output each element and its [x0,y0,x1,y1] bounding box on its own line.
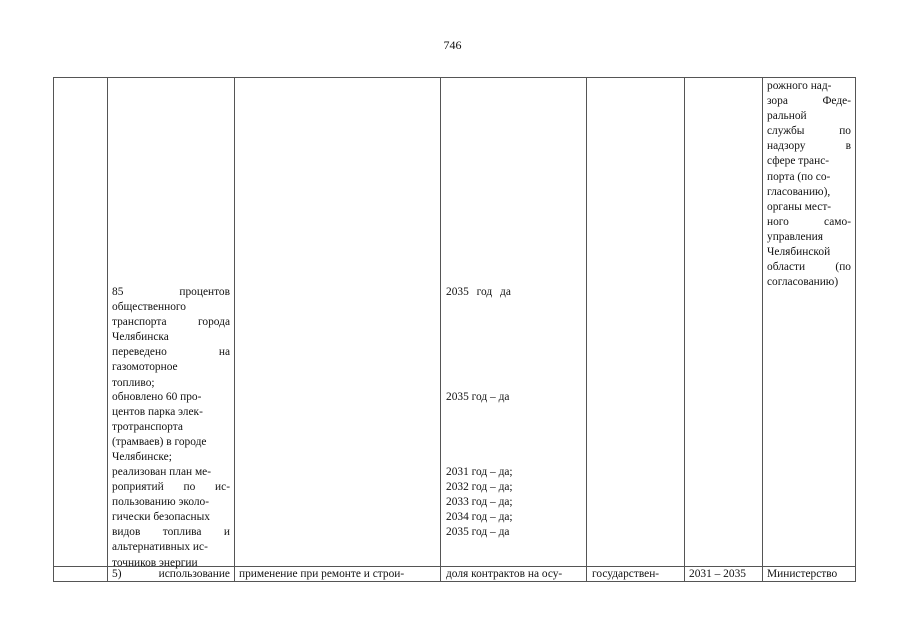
executors-line: управления [767,230,823,243]
next-row-col2-line: 5) использование [112,568,230,580]
table-col-divider [762,77,763,582]
indicator-line: пользованию эколо- [112,496,210,509]
executors-line: области (по [767,261,851,274]
indicator-line: Челябинска [112,331,169,344]
target-line: 2031 год – да; [446,466,513,478]
next-row-col7 [767,567,853,582]
indicator-line: Челябинске; [112,451,172,464]
next-row-col5 [592,567,682,582]
executors-line: ного само- [767,215,851,228]
executors-line: гласованию), [767,185,831,198]
target-line: 2035 год – да [446,391,510,403]
next-row-col5-line: государствен- [592,568,660,580]
target-line: 2032 год – да; [446,481,513,494]
executors-line: ральной [767,110,807,123]
indicator-line: точников энергии [112,556,198,569]
next-row-col7-line: Министерство [767,568,838,580]
page-number: 746 [443,38,462,52]
executors-line: службы по [767,125,851,138]
target-line: 2035 год да [446,286,511,298]
next-row-col2 [112,567,230,582]
table-col-divider [53,77,54,582]
target-values [446,390,582,405]
executors-line: органы мест- [767,200,832,213]
executors-line: сфере транс- [767,155,830,168]
table-top-border [53,77,856,78]
target-values [446,465,582,540]
indicator-text [112,285,230,391]
executors-line: зора Феде- [767,95,851,108]
target-line: 2033 год – да; [446,496,513,509]
next-row-col4-line: доля контрактов на осу- [446,568,563,580]
next-row-col6-line: 2031 – 2035 [689,568,746,580]
executors-cell [767,79,851,290]
next-row-col3-line: применение при ремонте и строи- [239,568,405,580]
indicator-line: газомоторное [112,361,178,374]
table-col-divider [107,77,108,582]
indicator-line: центов парка элек- [112,406,203,419]
next-row-col6 [689,567,761,582]
executors-line: согласованию) [767,276,839,289]
indicator-text [112,465,230,571]
indicator-line: гически безопасных [112,511,210,524]
indicator-line: топливо; [112,376,155,389]
indicator-line: переведено на [112,346,230,359]
indicator-line: обновлено 60 про- [112,391,202,403]
indicator-line: 85 процентов [112,286,230,298]
indicator-line: роприятий по ис- [112,481,230,494]
next-row-col3 [239,567,436,582]
executors-line: рожного над- [767,80,832,92]
indicator-line: общественного [112,301,186,314]
indicator-line: реализован план ме- [112,466,212,478]
indicator-text [112,390,230,465]
table-col-divider [586,77,587,582]
executors-line: Челябинской [767,246,831,259]
indicator-line: тротранспорта [112,421,183,434]
indicator-line: (трамваев) в городе [112,436,207,449]
table-col-divider [440,77,441,582]
executors-line: надзору в [767,140,851,153]
target-line: 2034 год – да; [446,511,513,524]
next-row-col4 [446,567,582,582]
indicator-line: транспорта города [112,316,230,329]
table-col-divider [234,77,235,582]
target-values [446,285,582,300]
indicator-line: альтернативных ис- [112,541,208,554]
target-line: 2035 год – да [446,526,510,539]
table-col-divider [684,77,685,582]
table-col-divider [855,77,856,582]
executors-line: порта (по со- [767,170,831,183]
indicator-line: видов топлива и [112,526,230,539]
